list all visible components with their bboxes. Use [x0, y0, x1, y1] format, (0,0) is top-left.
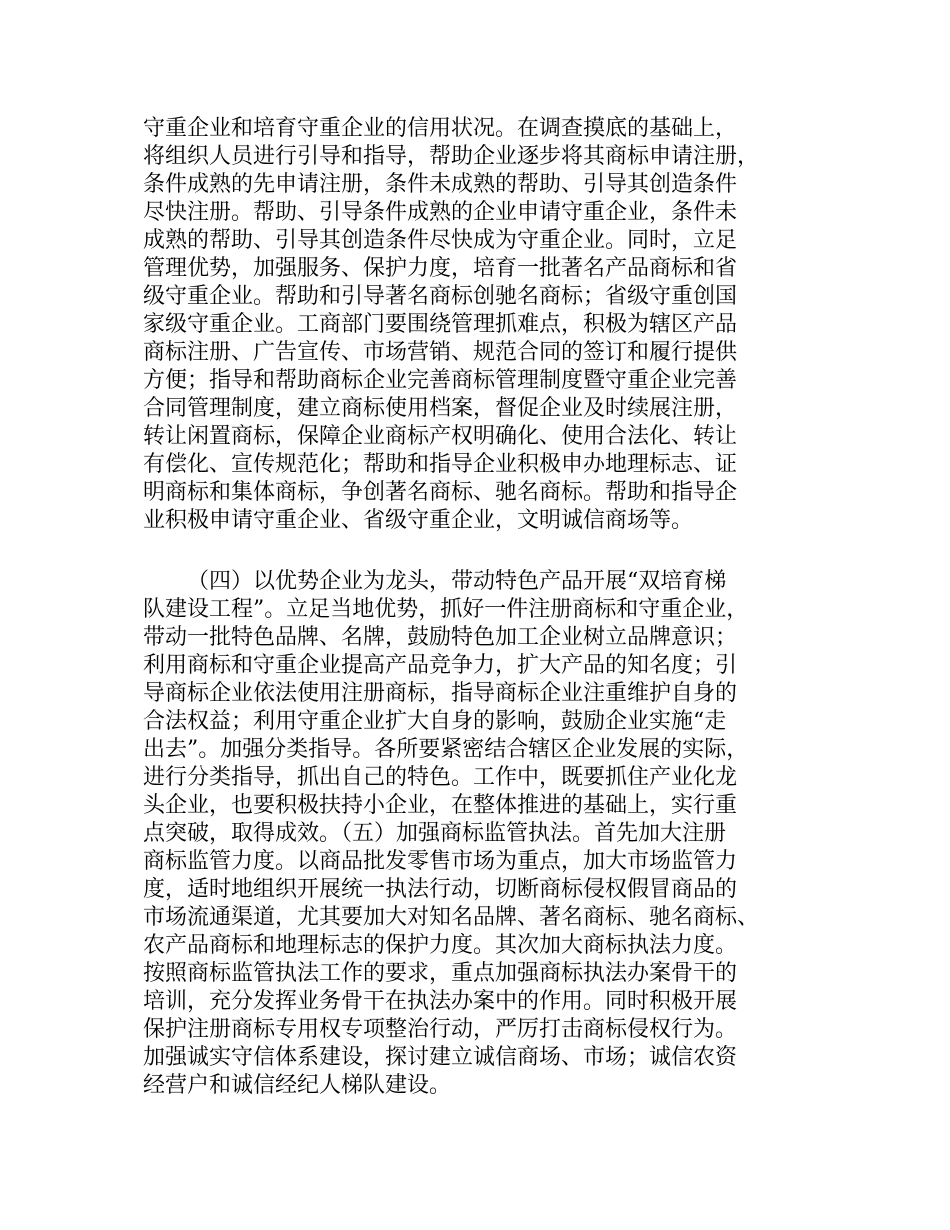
text-line: 农产品商标和地理标志的保护力度。其次加大商标执法力度。 — [143, 933, 738, 958]
text-line: 商标监管力度。以商品批发零售市场为重点，加大市场监管力 — [143, 849, 738, 874]
text-line: 出去”。加强分类指导。各所要紧密结合辖区企业发展的实际， — [143, 737, 749, 762]
text-line: 合法权益；利用守重企业扩大自身的影响，鼓励企业实施“走 — [143, 709, 727, 734]
text-line: 管理优势，加强服务、保护力度，培育一批著名产品商标和省 — [143, 256, 738, 281]
text-line: 有偿化、宣传规范化；帮助和指导企业积极申办地理标志、证 — [143, 452, 738, 477]
text-line: 市场流通渠道，尤其要加大对知名品牌、著名商标、驰名商标、 — [143, 905, 760, 930]
text-line: 度，适时地组织开展统一执法行动，切断商标侵权假冒商品的 — [143, 877, 738, 902]
text-line: 转让闲置商标，保障企业商标产权明确化、使用合法化、转让 — [143, 424, 738, 449]
text-line: 级守重企业。帮助和引导著名商标创驰名商标；省级守重创国 — [143, 284, 738, 309]
text-line: 队建设工程”。立足当地优势，抓好一件注册商标和守重企业， — [143, 597, 749, 622]
text-line: 守重企业和培育守重企业的信用状况。在调查摸底的基础上， — [143, 116, 738, 141]
text-line: 带动一批特色品牌、名牌，鼓励特色加工企业树立品牌意识； — [143, 625, 738, 650]
text-line: 头企业，也要积极扶持小企业，在整体推进的基础上，实行重 — [143, 793, 738, 818]
text-line: （四）以优势企业为龙头，带动特色产品开展“双培育梯 — [187, 569, 727, 594]
text-line: 尽快注册。帮助、引导条件成熟的企业申请守重企业，条件未 — [143, 200, 738, 225]
text-line: 经营户和诚信经纪人梯队建设。 — [143, 1073, 452, 1098]
text-line: 按照商标监管执法工作的要求，重点加强商标执法办案骨干的 — [143, 961, 738, 986]
text-line: 明商标和集体商标，争创著名商标、驰名商标。帮助和指导企 — [143, 480, 738, 505]
text-line: 培训，充分发挥业务骨干在执法办案中的作用。同时积极开展 — [143, 989, 738, 1014]
text-line: 商标注册、广告宣传、市场营销、规范合同的签订和履行提供 — [143, 340, 738, 365]
text-line: 合同管理制度，建立商标使用档案，督促企业及时续展注册， — [143, 396, 738, 421]
text-line: 导商标企业依法使用注册商标，指导商标企业注重维护自身的 — [143, 681, 738, 706]
text-line: 条件成熟的先申请注册，条件未成熟的帮助、引导其创造条件 — [143, 172, 738, 197]
text-line: 成熟的帮助、引导其创造条件尽快成为守重企业。同时，立足 — [143, 228, 738, 253]
text-line: 进行分类指导，抓出自己的特色。工作中，既要抓住产业化龙 — [143, 765, 738, 790]
text-line: 将组织人员进行引导和指导，帮助企业逐步将其商标申请注册， — [143, 144, 760, 169]
text-line: 业积极申请守重企业、省级守重企业，文明诚信商场等。 — [143, 508, 694, 533]
text-line: 方便；指导和帮助商标企业完善商标管理制度暨守重企业完善 — [143, 368, 738, 393]
text-line: 点突破，取得成效。（五）加强商标监管执法。首先加大注册 — [143, 821, 727, 846]
text-line: 加强诚实守信体系建设，探讨建立诚信商场、市场；诚信农资 — [143, 1045, 738, 1070]
text-line: 家级守重企业。工商部门要围绕管理抓难点，积极为辖区产品 — [143, 312, 738, 337]
text-line: 保护注册商标专用权专项整治行动，严厉打击商标侵权行为。 — [143, 1017, 738, 1042]
text-line: 利用商标和守重企业提高产品竞争力，扩大产品的知名度；引 — [143, 653, 738, 678]
